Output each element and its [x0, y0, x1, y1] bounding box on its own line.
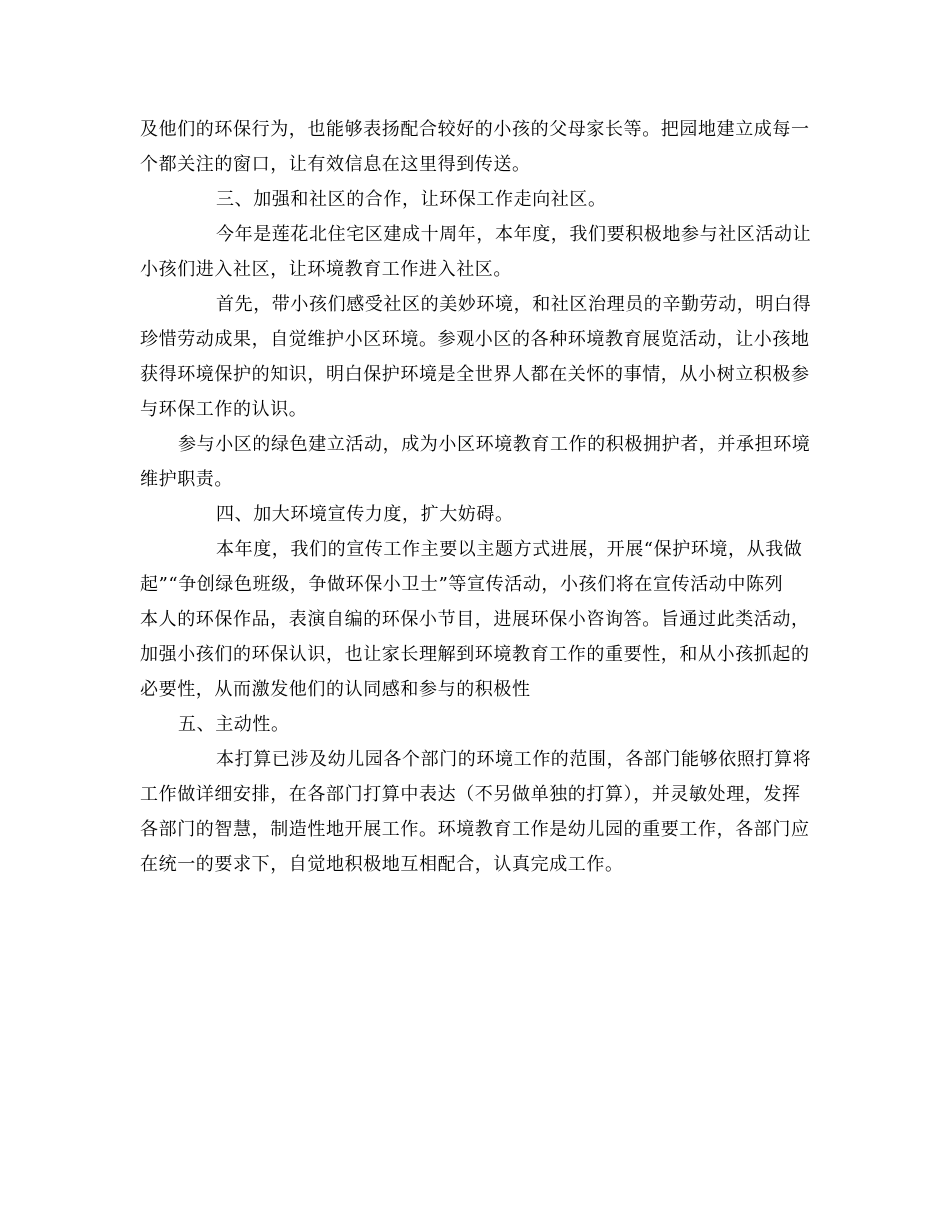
text-line: 今年是莲花北住宅区建成十周年，本年度，我们要积极地参与社区活动让 — [216, 224, 812, 245]
text-line: 首先，带小孩们感受社区的美妙环境，和社区治理员的辛勤劳动，明白得 — [216, 294, 812, 315]
text-line: 起”“争创绿色班级，争做环保小卫士”等宣传活动，小孩们将在宣传活动中陈列 — [140, 574, 784, 595]
text-line: 工作做详细安排，在各部门打算中表达（不另做单独的打算），并灵敏处理，发挥 — [140, 784, 801, 805]
section-heading: 五、主动性。 — [178, 714, 290, 735]
text-line: 小孩们进入社区，让环境教育工作进入社区。 — [140, 259, 512, 280]
text-line: 维护职责。 — [140, 469, 233, 490]
text-line: 参与小区的绿色建立活动，成为小区环境教育工作的积极拥护者，并承担环境 — [178, 434, 811, 455]
text-line: 加强小孩们的环保认识，也让家长理解到环境教育工作的重要性，和从小孩抓起的 — [140, 644, 810, 665]
text-line: 及他们的环保行为，也能够表扬配合较好的小孩的父母家长等。把园地建立成每一 — [140, 119, 810, 140]
text-line: 本人的环保作品，表演自编的环保小节目，进展环保小咨询答。旨通过此类活动， — [140, 609, 810, 630]
text-line: 必要性，从而激发他们的认同感和参与的积极性 — [140, 679, 531, 700]
text-line: 本年度，我们的宣传工作主要以主题方式进展，开展“保护环境，从我做 — [216, 539, 803, 560]
text-line: 个都关注的窗口，让有效信息在这里得到传送。 — [140, 154, 531, 175]
text-line: 各部门的智慧，制造性地开展工作。环境教育工作是幼儿园的重要工作，各部门应 — [140, 819, 810, 840]
text-line: 获得环境保护的知识，明白保护环境是全世界人都在关怀的事情，从小树立积极参 — [140, 364, 810, 385]
text-line: 在统一的要求下，自觉地积极地互相配合，认真完成工作。 — [140, 854, 624, 875]
text-line: 本打算已涉及幼儿园各个部门的环境工作的范围，各部门能够依照打算将 — [216, 749, 812, 770]
section-heading: 三、加强和社区的合作，让环保工作走向社区。 — [216, 189, 607, 210]
text-line: 与环保工作的认识。 — [140, 399, 308, 420]
section-heading: 四、加大环境宣传力度，扩大妨碍。 — [216, 504, 514, 525]
text-line: 珍惜劳动成果，自觉维护小区环境。参观小区的各种环境教育展览活动，让小孩地 — [140, 329, 810, 350]
